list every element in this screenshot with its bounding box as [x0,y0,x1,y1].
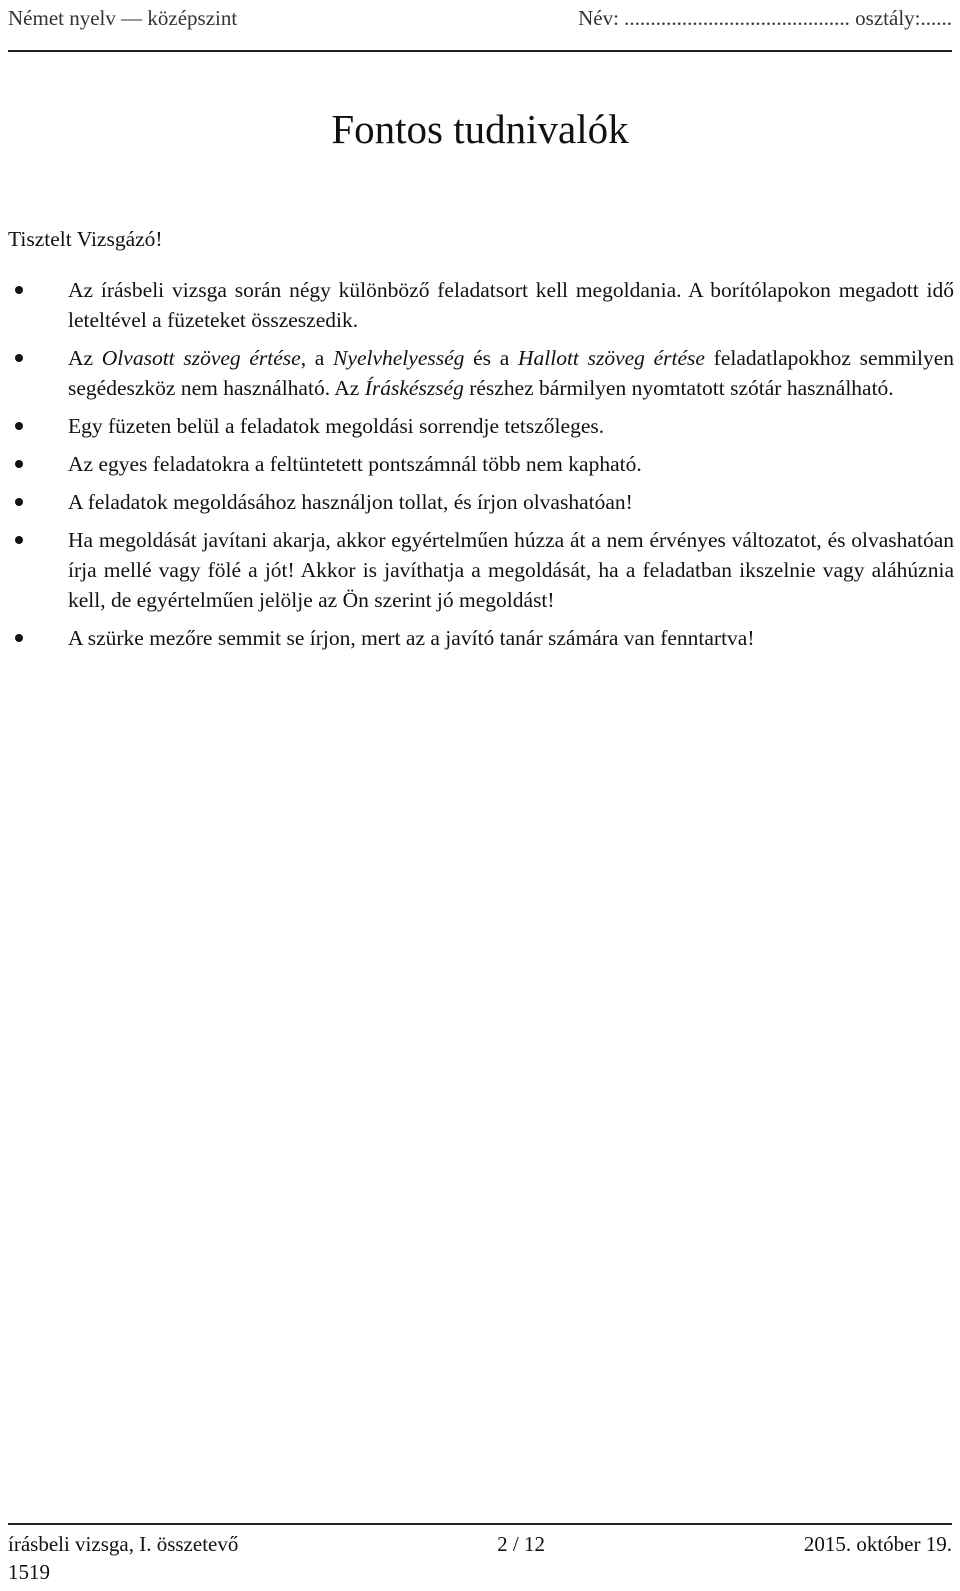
emphasized-text: Hallott szöveg értése [517,346,705,370]
page-footer [8,1531,952,1557]
item-text: Az [68,346,102,370]
list-item [8,343,954,403]
item-text: Az egyes feladatokra a feltüntetett pontszámnál több nem kapható. [68,452,642,476]
emphasized-text: Olvasott szöveg értése [101,346,301,370]
bullet-icon [15,422,23,430]
item-text: és a [464,346,518,370]
item-text: A szürke mezőre semmit se írjon, mert az a javító tanár számára van fenntartva! [68,626,755,650]
item-text: , a [300,346,334,370]
bullet-icon [15,354,23,362]
list-item [8,411,954,441]
bullet-icon [15,286,23,294]
page-header [8,6,952,32]
item-text: részhez bármilyen nyomtatott szótár használható. [463,376,894,400]
emphasized-text: Nyelvhelyesség [333,346,465,370]
bullet-icon [15,634,23,642]
emphasized-text: Íráskészség [364,376,464,400]
footer-code: 1519 [8,1560,50,1584]
footer-page-number: 2 / 12 [497,1532,546,1556]
item-text: Az írásbeli vizsga során négy különböző feladatsort kell megoldania. A borítólapokon megadott idő leteltével a füzeteket összeszedik. [68,278,954,332]
item-text: Ha megoldását javítani akarja, akkor egyértelműen húzza át a nem érvényes változatot, és olvashatóan írja mellé vagy fölé a jót! Akkor is javíthatja a megoldását, ha a feladatban ikszelnie vagy aláhúznia kell, de egyértelműen jelölje az Ön szerint jó megoldást! [68,528,954,612]
bullet-icon [15,498,23,506]
item-text: Egy füzeten belül a feladatok megoldási sorrendje tetszőleges. [68,414,605,438]
bullet-icon [15,460,23,468]
list-item [8,487,954,517]
header-rule [8,50,952,52]
item-text: A feladatok megoldásához használjon tollat, és írjon olvashatóan! [68,490,633,514]
footer-date: 2015. október 19. [803,1532,952,1556]
salutation: Tisztelt Vizsgázó! [8,227,163,251]
footer-rule [8,1523,952,1525]
instructions-list [8,275,954,661]
item-text: feladatlapokhoz semmilyen segédeszköz nem használható. Az [68,346,955,400]
bullet-icon [15,536,23,544]
header-subject: Német nyelv — középszint [8,6,238,30]
header-name-class-field: Név: ........................................... osztály:...... [578,6,952,30]
page-title: Fontos tudnivalók [331,106,629,152]
list-item [8,525,954,615]
list-item [8,623,954,653]
list-item [8,275,954,335]
list-item [8,449,954,479]
footer-exam-part: írásbeli vizsga, I. összetevő [8,1532,239,1556]
